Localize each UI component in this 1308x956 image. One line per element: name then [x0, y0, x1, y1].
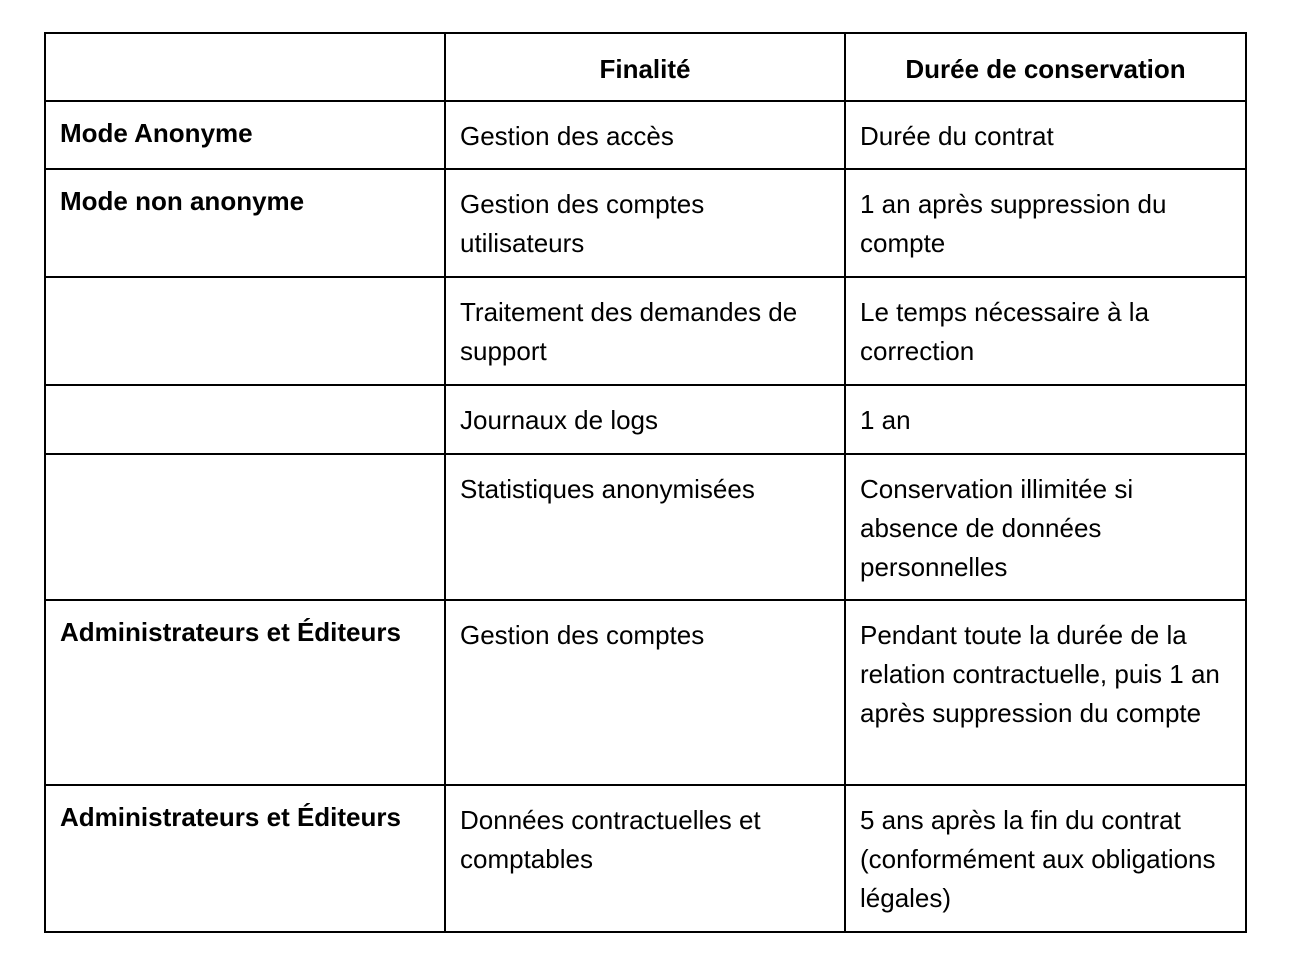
- row-duration: Le temps nécessaire à la correction: [845, 277, 1246, 385]
- row-purpose: Gestion des accès: [445, 101, 845, 169]
- table-row: [45, 785, 1246, 932]
- row-label: [45, 385, 445, 454]
- header-duree-conservation: Durée de conservation: [845, 33, 1246, 101]
- retention-table: [44, 32, 1247, 933]
- table-row: [45, 101, 1246, 169]
- row-duration: 1 an après suppression du compte: [845, 169, 1246, 277]
- row-label: Administrateurs et Éditeurs: [45, 600, 445, 785]
- header-finalite: Finalité: [445, 33, 845, 101]
- row-duration: 1 an: [845, 385, 1246, 454]
- table-row: [45, 454, 1246, 600]
- table-row: [45, 600, 1246, 785]
- row-purpose: Gestion des comptes utilisateurs: [445, 169, 845, 277]
- row-label: [45, 454, 445, 600]
- table-row: [45, 277, 1246, 385]
- table-row: [45, 385, 1246, 454]
- table-header-row: [45, 33, 1246, 101]
- row-purpose: Traitement des demandes de support: [445, 277, 845, 385]
- row-purpose: Gestion des comptes: [445, 600, 845, 785]
- row-purpose: Journaux de logs: [445, 385, 845, 454]
- row-label: Mode non anonyme: [45, 169, 445, 277]
- table-row: [45, 169, 1246, 277]
- row-duration: 5 ans après la fin du contrat (conformément aux obligations légales): [845, 785, 1246, 932]
- row-duration: Durée du contrat: [845, 101, 1246, 169]
- row-purpose: Données contractuelles et comptables: [445, 785, 845, 932]
- row-purpose: Statistiques anonymisées: [445, 454, 845, 600]
- row-label: Mode Anonyme: [45, 101, 445, 169]
- row-label: [45, 277, 445, 385]
- row-label: Administrateurs et Éditeurs: [45, 785, 445, 932]
- row-duration: Conservation illimitée si absence de données personnelles: [845, 454, 1246, 600]
- row-duration: Pendant toute la durée de la relation contractuelle, puis 1 an après suppression du compte: [845, 600, 1246, 785]
- header-empty-cell: [45, 33, 445, 101]
